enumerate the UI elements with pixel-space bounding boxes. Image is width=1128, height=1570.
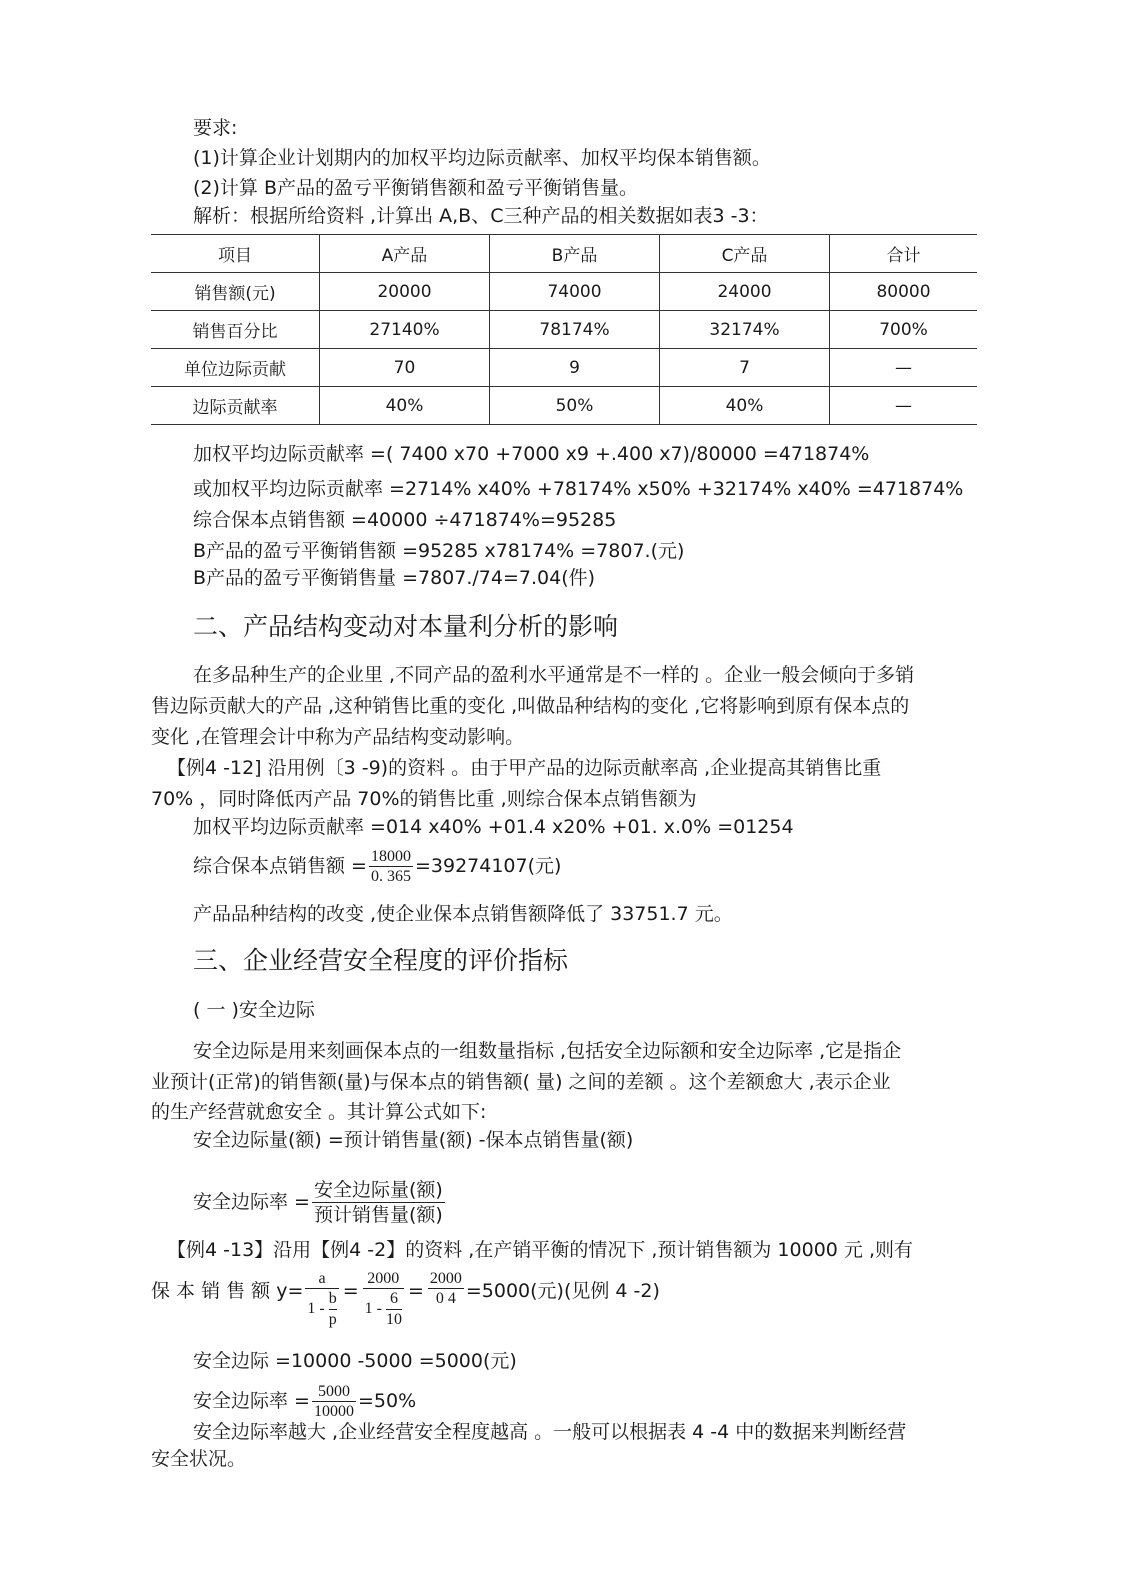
numerator: 18000 [370, 848, 411, 865]
calc-line-3: 综合保本点销售额 =40000 ÷471874%=95285 [193, 509, 617, 531]
nested-fraction [386, 1289, 402, 1330]
denominator: 10 [385, 1311, 402, 1328]
table-cell: 24000 [660, 273, 830, 311]
denominator: 预计销售量(额) [313, 1204, 443, 1226]
table-cell: 20000 [320, 273, 490, 311]
table-header-cell: 项目 [151, 235, 320, 273]
formula-result: =50% [357, 1390, 417, 1412]
formula-result: =39274107(元) [414, 855, 562, 877]
one-minus: 1 - [364, 1300, 382, 1318]
requirement-2: (2)计算 B产品的盈亏平衡销售额和盈亏平衡销售量。 [193, 177, 638, 199]
sec2-paragraph-line: 售边际贡献大的产品 ,这种销售比重的变化 ,叫做品种结构的变化 ,它将影响到原有保本点的 [151, 695, 910, 717]
table-cell: 40% [660, 387, 830, 425]
numerator: 安全边际量(额) [313, 1179, 443, 1201]
table-cell: 32174% [660, 311, 830, 349]
requirement-1: (1)计算企业计划期内的加权平均边际贡献率、加权平均保本销售额。 [193, 147, 771, 169]
table-header-cell: 合计 [886, 246, 921, 266]
table-cell: 80000 [876, 281, 931, 302]
calc-line-1: 加权平均边际贡献率 =( 7400 x70 +7000 x9 +.400 x7)/80000 =471874% [193, 443, 870, 465]
table-cell: 销售额(元) [151, 273, 320, 311]
section-3-title: 三、企业经营安全程度的评价指标 [193, 946, 569, 975]
table-cell: — [895, 357, 912, 378]
break-even-formula [151, 1266, 660, 1336]
denominator [305, 1289, 338, 1330]
table-cell: 70 [320, 349, 490, 387]
sec3-closing-line: 安全状况。 [151, 1448, 247, 1470]
sec3-closing-line: 安全边际率越大 ,企业经营安全程度越高 。一般可以根据表 4 -4 中的数据来判断经营 [193, 1421, 907, 1443]
sec3-paragraph-line: 的生产经营就愈安全 。其计算公式如下: [151, 1101, 487, 1123]
table-cell: 销售百分比 [151, 311, 320, 349]
analysis-line: 解析：根据所给资料 ,计算出 A,B、C三种产品的相关数据如表3 -3： [193, 205, 769, 227]
formula-label: 综合保本点销售额 = [193, 855, 367, 877]
sec3-paragraph-line: 安全边际是用来刻画保本点的一组数量指标 ,包括安全边际额和安全边际率 ,它是指企 [193, 1040, 902, 1062]
safety-margin-rate-calc [193, 1381, 416, 1421]
fraction [305, 1269, 338, 1330]
sec2-conclusion: 产品品种结构的改变 ,使企业保本点销售额降低了 33751.7 元。 [193, 903, 733, 925]
example-4-13-line: 【例4 -13】沿用【例4 -2】的资料 ,在产销平衡的情况下 ,预计销售额为 10000 元 ,则有 [167, 1239, 913, 1261]
fraction [369, 847, 413, 886]
section-2-title: 二、产品结构变动对本量利分析的影响 [193, 612, 619, 641]
numerator: b [329, 1289, 337, 1310]
product-data-table [151, 234, 977, 425]
denominator: p [328, 1311, 337, 1328]
fraction [363, 1269, 404, 1330]
table-header-row [151, 235, 977, 273]
calc-line-5: B产品的盈亏平衡销售量 =7807./74=7.04(件) [193, 567, 596, 589]
numerator: 5000 [312, 1382, 356, 1402]
table-cell: 27140% [320, 311, 490, 349]
table-cell: 74000 [490, 273, 660, 311]
sec3-paragraph-line: 业预计(正常)的销售额(量)与保本点的销售额( 量) 之间的差额 。这个差额愈大 ,表示企业 [151, 1071, 891, 1093]
table-cell: 单位边际贡献 [151, 349, 320, 387]
table-cell: 9 [490, 349, 660, 387]
denominator: 10000 [313, 1403, 354, 1420]
numerator: 6 [386, 1289, 402, 1310]
table-cell: 7 [660, 349, 830, 387]
sec3-formula-2 [193, 1178, 447, 1227]
formula-result: =5000(元)(见例 4 -2) [465, 1280, 660, 1302]
table-cell: 78174% [490, 311, 660, 349]
formula-label: 安全边际率 = [193, 1191, 310, 1213]
denominator [363, 1289, 404, 1330]
denominator: 0 4 [435, 1290, 456, 1307]
table-row [151, 273, 977, 311]
table-cell: 40% [320, 387, 490, 425]
fraction [312, 1178, 445, 1227]
requirement-heading: 要求: [193, 117, 238, 139]
example-4-12-line: 70% ，同时降低丙产品 70%的销售比重 ,则综合保本点销售额为 [151, 788, 697, 810]
safety-margin-calc: 安全边际 =10000 -5000 =5000(元) [193, 1350, 517, 1372]
table-cell: 50% [490, 387, 660, 425]
calc-line-2: 或加权平均边际贡献率 =2714% x40% +78174% x50% +32174% x40% =471874% [193, 478, 964, 500]
table-row [151, 387, 977, 425]
table-cell: 边际贡献率 [151, 387, 320, 425]
example-4-12-line: 【例4 -12] 沿用例〔3 -9)的资料 。由于甲产品的边际贡献率高 ,企业提高其销售比重 [167, 757, 882, 779]
table-cell: 700% [879, 319, 928, 340]
fraction [312, 1382, 356, 1421]
calc-line-4: B产品的盈亏平衡销售额 =95285 x78174% =7807.(元) [193, 540, 685, 562]
numerator: 2000 [429, 1270, 462, 1287]
table-header-cell: A产品 [320, 235, 490, 273]
sec2-paragraph-line: 在多品种生产的企业里 ,不同产品的盈利水平通常是不一样的 。企业一般会倾向于多销 [193, 664, 915, 686]
equals-sign: = [342, 1280, 359, 1302]
sec2-formula-2 [193, 846, 561, 886]
table-row [151, 349, 977, 387]
table-cell: — [895, 395, 912, 416]
numerator: 2000 [363, 1269, 404, 1289]
one-minus: 1 - [307, 1300, 325, 1318]
sec2-paragraph-line: 变化 ,在管理会计中称为产品结构变动影响。 [151, 726, 525, 748]
table-header-cell: B产品 [490, 235, 660, 273]
fraction [428, 1269, 464, 1308]
numerator: a [305, 1269, 338, 1289]
denominator: 0. 365 [370, 868, 411, 885]
table-row [151, 311, 977, 349]
formula-label: 安全边际率 = [193, 1390, 310, 1412]
nested-fraction [329, 1289, 337, 1330]
sec3-formula-1: 安全边际量(额) =预计销售量(额) -保本点销售量(额) [193, 1129, 634, 1151]
formula-label: 保 本 销 售 额 y= [151, 1280, 304, 1302]
sec3-subtitle: ( 一 )安全边际 [193, 999, 315, 1021]
table-header-cell: C产品 [660, 235, 830, 273]
equals-sign: = [407, 1280, 424, 1302]
sec2-formula-1: 加权平均边际贡献率 =014 x40% +01.4 x20% +01. x.0% =01254 [193, 816, 794, 838]
